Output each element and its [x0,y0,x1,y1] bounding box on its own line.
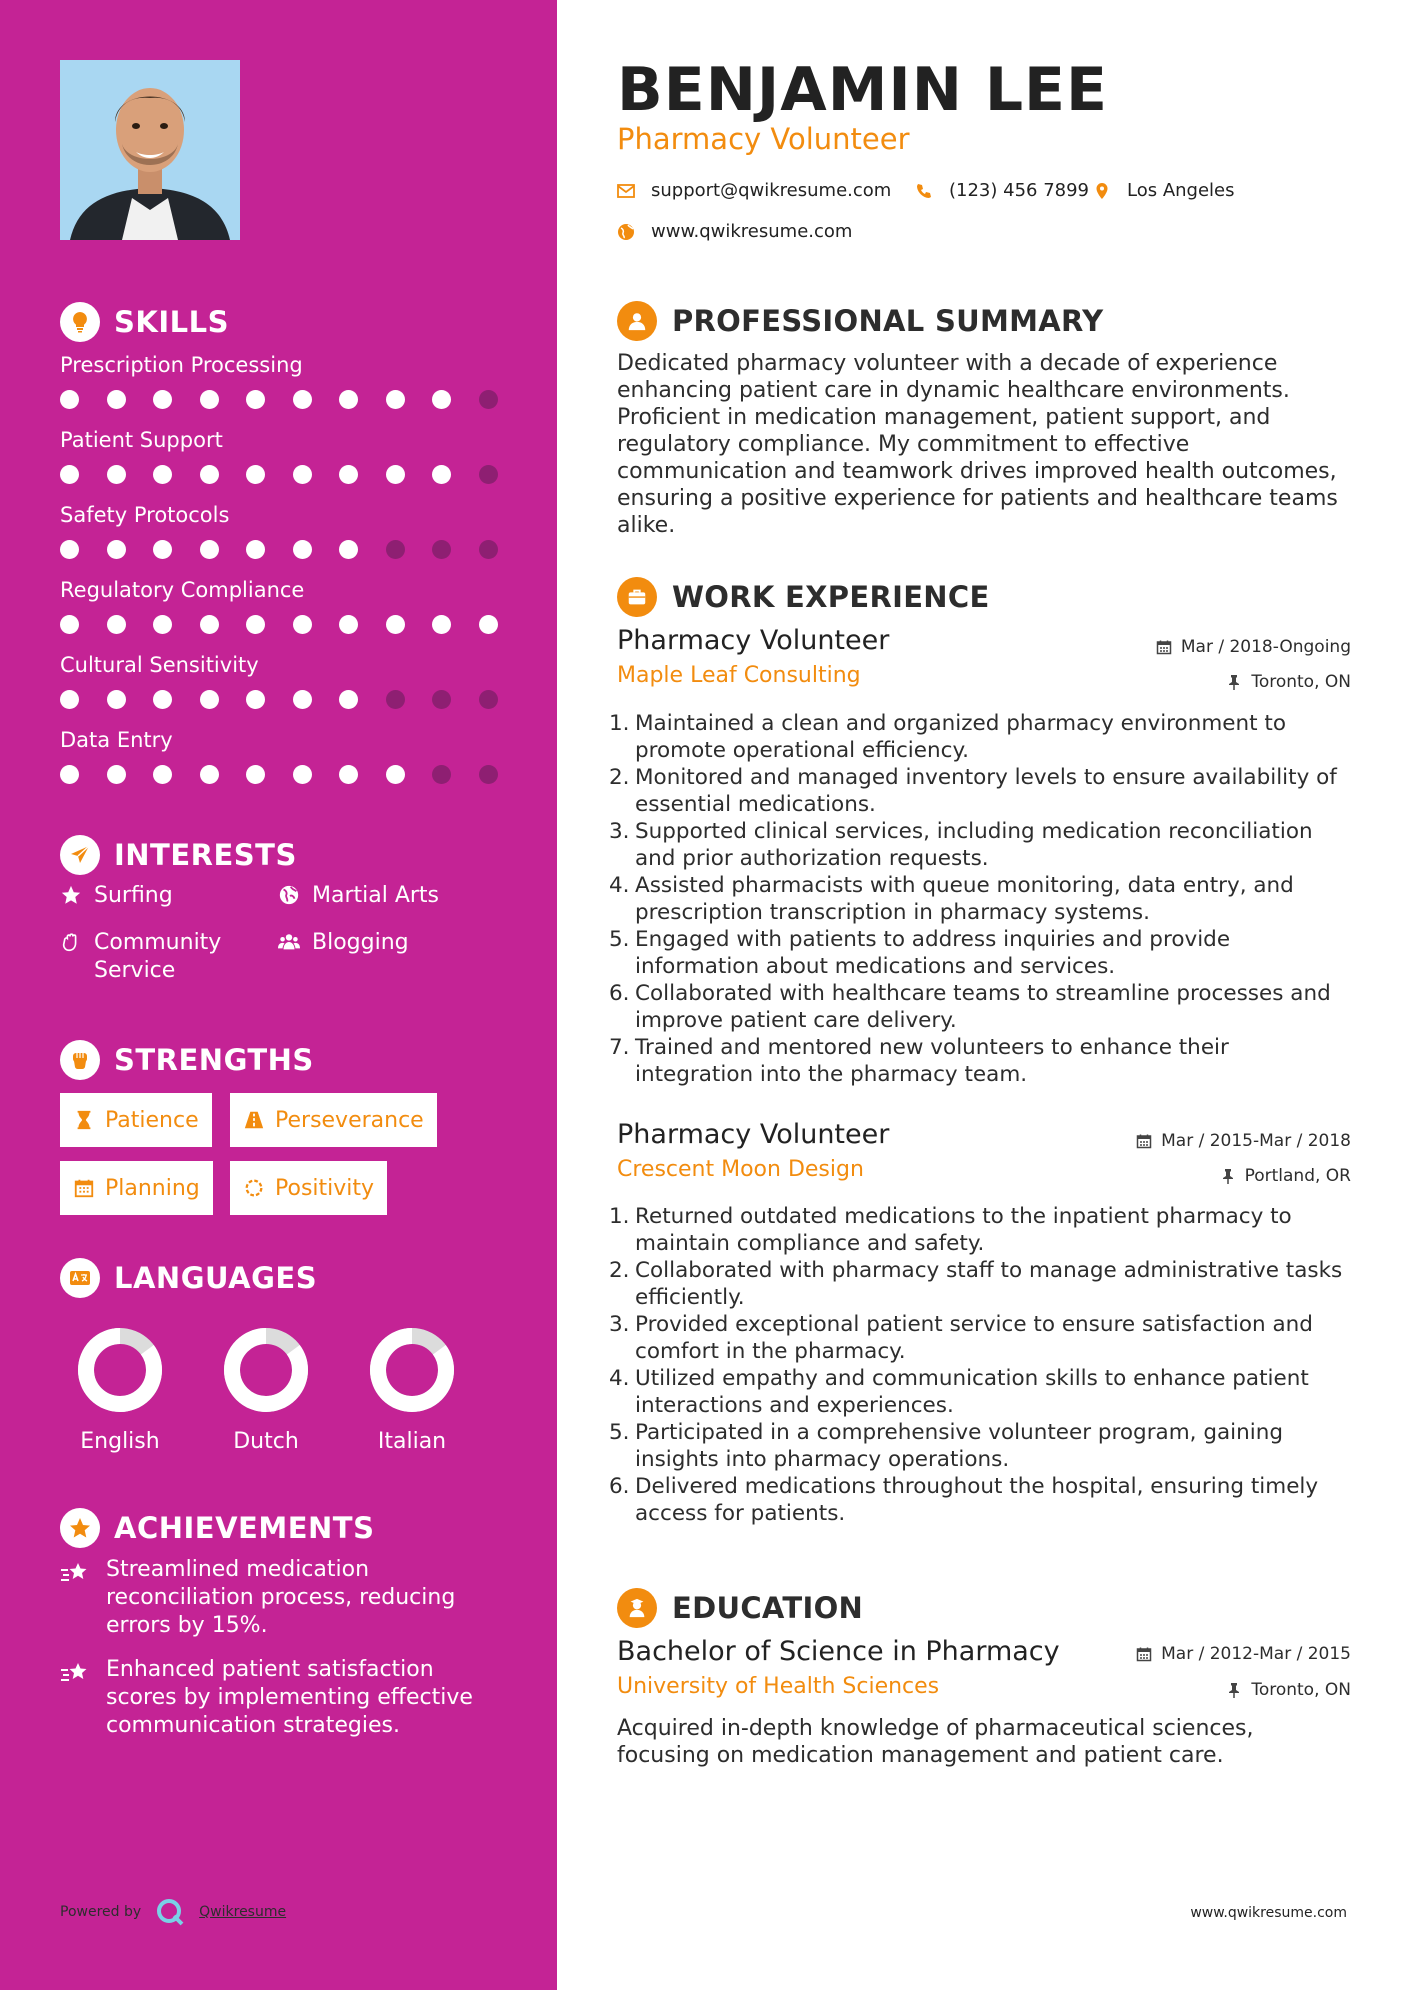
job-title: Pharmacy Volunteer [617,625,890,656]
skill-dot-filled [153,540,172,559]
skill-dot-empty [479,465,498,484]
languages-list [60,1322,500,1462]
strength-badge [60,1161,213,1215]
strengths-title: STRENGTHS [114,1043,314,1077]
website-text: www.qwikresume.com [651,221,853,242]
achievements-header [60,1508,374,1548]
school-name: University of Health Sciences [617,1674,940,1699]
contact-phone[interactable] [915,180,1089,201]
bullet-number: 2. [609,765,630,790]
skill-dot-filled [107,390,126,409]
bullet-text: Engaged with patients to address inquiries and provide information about medications and services. [635,927,1231,979]
education-description: Acquired in-depth knowledge of pharmaceutical sciences, focusing on medication management and patient care. [617,1716,1254,1768]
bullet-text: Delivered medications throughout the hospital, ensuring timely access for patients. [635,1474,1319,1526]
skill-dot-filled [200,390,219,409]
skill-item [60,425,500,500]
job-bullet [609,1365,1351,1419]
achievement-item [60,1556,486,1640]
language-item [60,1322,180,1454]
skill-dot-empty [432,540,451,559]
job-dates [1136,1131,1351,1151]
education-location-text: Toronto, ON [1251,1680,1351,1700]
skill-rating [60,465,500,485]
job-bullet [609,1257,1351,1311]
job-bullet [609,872,1351,926]
skill-dot-empty [432,690,451,709]
skill-dot-empty [479,390,498,409]
email-text: support@qwikresume.com [651,180,892,201]
skill-dot-filled [339,765,358,784]
skill-dot-empty [479,540,498,559]
skill-rating [60,390,500,410]
skill-dot-filled [293,465,312,484]
skill-dot-filled [293,615,312,634]
job-bullet [609,980,1351,1034]
skill-dot-filled [293,390,312,409]
main-content [557,0,1407,1990]
skill-dot-filled [339,690,358,709]
sidebar [0,0,557,1990]
strengths-header [60,1040,314,1080]
lightbulb-icon [60,302,100,342]
circle-notch-icon [243,1177,265,1199]
skill-name: Patient Support [60,428,223,452]
star-icon [60,884,82,906]
interest-label: Blogging [312,930,409,955]
education-dates-text: Mar / 2012-Mar / 2015 [1161,1644,1351,1664]
achievements-title: ACHIEVEMENTS [114,1511,375,1545]
calendar-icon [1136,1133,1152,1149]
summary-text: Dedicated pharmacy volunteer with a decade of experience enhancing patient care in dynamic healthcare environments. Proficient in medication management, patient support, and regulatory compliance. My commitment to effective communication and teamwork drives improved health outcomes, ensuring a positive experience for patients and healthcare teams alike. [617,351,1338,538]
bullet-text: Assisted pharmacists with queue monitoring, data entry, and prescription transcription in pharmacy systems. [635,873,1294,925]
skill-dot-filled [246,540,265,559]
strength-label: Perseverance [275,1107,424,1133]
achievement-text: Streamlined medication reconciliation process, reducing errors by 15%. [106,1557,456,1638]
candidate-name: BENJAMIN LEE [617,55,1109,125]
education-title: EDUCATION [672,1591,864,1625]
skill-dot-filled [246,390,265,409]
globe-icon [278,884,300,906]
skill-rating [60,615,500,635]
hourglass-icon [73,1109,95,1131]
skill-dot-filled [153,465,172,484]
skill-name: Cultural Sensitivity [60,653,259,677]
skill-item [60,725,500,800]
job-bullets [609,710,1351,1088]
skill-dot-filled [200,465,219,484]
user-icon [617,301,657,341]
bullet-text: Provided exceptional patient service to ensure satisfaction and comfort in the pharmacy. [635,1312,1313,1364]
strength-badge [60,1093,212,1147]
briefcase-icon [617,577,657,617]
job-company: Crescent Moon Design [617,1157,864,1182]
job-bullet [609,818,1351,872]
language-name: English [80,1429,160,1454]
interest-item [60,929,234,985]
phone-text: (123) 456 7899 [949,180,1090,201]
skill-rating [60,690,500,710]
bullet-text: Collaborated with healthcare teams to streamline processes and improve patient care delivery. [635,981,1331,1033]
job-bullet [609,1419,1351,1473]
job-bullet [609,764,1351,818]
profile-photo [60,60,240,240]
skill-dot-filled [60,390,79,409]
pin-icon [1226,674,1242,690]
strength-label: Planning [105,1175,200,1201]
skill-dot-filled [432,615,451,634]
job-location-text: Toronto, ON [1251,672,1351,692]
skill-item [60,350,500,425]
skill-dot-filled [107,465,126,484]
bullet-text: Maintained a clean and organized pharmacy environment to promote operational efficiency. [635,711,1286,763]
skill-dot-filled [386,615,405,634]
skills-header [60,302,229,342]
calendar-icon [1156,639,1172,655]
bullet-text: Collaborated with pharmacy staff to manage administrative tasks efficiently. [635,1258,1343,1310]
shooting-star-icon [60,1660,90,1686]
skill-dot-filled [432,390,451,409]
bullet-text: Returned outdated medications to the inpatient pharmacy to maintain compliance and safety. [635,1204,1292,1256]
skills-title: SKILLS [114,305,229,339]
powered-by [60,1897,286,1927]
language-ring [75,1325,165,1415]
bullet-text: Supported clinical services, including medication reconciliation and prior authorization requests. [635,819,1313,871]
language-item [206,1322,326,1454]
skill-dot-filled [107,540,126,559]
job-bullet [609,926,1351,980]
skill-dot-filled [293,765,312,784]
road-icon [243,1109,265,1131]
skill-name: Data Entry [60,728,173,752]
interests-title: INTERESTS [114,838,297,872]
language-name: Dutch [233,1429,299,1454]
qwikresume-link[interactable]: Qwikresume [199,1904,287,1920]
users-icon [278,931,300,953]
experience-header [617,577,990,617]
skill-name: Prescription Processing [60,353,303,377]
skill-dot-filled [153,615,172,634]
skill-dot-filled [386,465,405,484]
bullet-number: 6. [609,981,630,1006]
globe-icon [617,223,635,241]
languages-header [60,1258,317,1298]
education-dates [1136,1644,1351,1664]
skill-dot-filled [246,465,265,484]
job-dates [1156,637,1351,657]
job-location [1226,672,1351,692]
star-badge-icon [60,1508,100,1548]
skill-dot-filled [153,765,172,784]
bullet-number: 6. [609,1474,630,1499]
skill-dot-filled [200,765,219,784]
job-location-text: Portland, OR [1244,1166,1351,1186]
bullet-number: 7. [609,1035,630,1060]
skill-dot-filled [200,615,219,634]
paper-plane-icon [60,835,100,875]
map-marker-icon [1093,182,1111,200]
degree-title: Bachelor of Science in Pharmacy [617,1636,1060,1667]
language-name: Italian [377,1429,447,1454]
skill-dot-filled [60,465,79,484]
skill-dot-filled [153,690,172,709]
skill-dot-empty [479,765,498,784]
skill-dot-filled [60,690,79,709]
skill-dot-filled [107,615,126,634]
skill-dot-filled [339,390,358,409]
skill-dot-filled [60,540,79,559]
skill-dot-filled [200,690,219,709]
strength-badge [230,1093,437,1147]
interests-header [60,835,297,875]
skill-dot-empty [479,690,498,709]
bullet-number: 4. [609,873,630,898]
education-location [1226,1680,1351,1700]
skill-dot-filled [246,690,265,709]
hand-icon [60,931,82,953]
job-dates-text: Mar / 2018-Ongoing [1180,637,1351,657]
achievement-item [60,1656,486,1740]
skill-name: Regulatory Compliance [60,578,305,602]
bullet-text: Participated in a comprehensive volunteer program, gaining insights into pharmacy operations. [635,1420,1283,1472]
skill-dot-filled [432,465,451,484]
footer-url[interactable]: www.qwikresume.com [1190,1905,1347,1921]
contact-location [1093,180,1235,201]
skill-dot-filled [479,615,498,634]
languages-title: LANGUAGES [114,1261,318,1295]
bullet-number: 1. [609,711,630,736]
job-company: Maple Leaf Consulting [617,663,861,688]
bullet-text: Utilized empathy and communication skills to enhance patient interactions and experiences. [635,1366,1309,1418]
job-bullet [609,1473,1351,1527]
bullet-number: 4. [609,1366,630,1391]
skill-dot-filled [386,765,405,784]
language-ring [221,1325,311,1415]
skill-dot-filled [246,615,265,634]
strength-label: Positivity [275,1175,375,1201]
skill-dot-filled [60,765,79,784]
interest-item [278,929,409,957]
job-bullets [609,1203,1351,1527]
qwikresume-logo-icon [155,1897,185,1927]
calendar-icon [73,1177,95,1199]
envelope-icon [617,182,635,200]
interest-label: Martial Arts [312,883,440,908]
language-ring [367,1325,457,1415]
interest-item [278,882,439,910]
experience-title: WORK EXPERIENCE [672,580,990,614]
skill-dot-filled [339,615,358,634]
skill-dot-filled [153,390,172,409]
skill-item [60,575,500,650]
pin-icon [1226,1682,1242,1698]
summary-title: PROFESSIONAL SUMMARY [672,304,1104,338]
pin-icon [1220,1168,1236,1184]
language-item [352,1322,472,1454]
fist-icon [60,1040,100,1080]
contact-website[interactable] [617,221,852,242]
job-bullet [609,1034,1351,1088]
skill-dot-filled [107,690,126,709]
job-location [1220,1166,1351,1186]
skill-dot-filled [107,765,126,784]
skill-rating [60,540,500,560]
skill-dot-empty [432,765,451,784]
job-dates-text: Mar / 2015-Mar / 2018 [1161,1131,1351,1151]
candidate-role: Pharmacy Volunteer [617,122,910,156]
skill-dot-filled [293,540,312,559]
bullet-text: Monitored and managed inventory levels to ensure availability of essential medications. [635,765,1337,817]
skill-dot-empty [386,540,405,559]
job-title: Pharmacy Volunteer [617,1119,890,1150]
bullet-number: 5. [609,1420,630,1445]
graduate-icon [617,1588,657,1628]
bullet-number: 3. [609,1312,630,1337]
bullet-text: Trained and mentored new volunteers to enhance their integration into the pharmacy team. [635,1035,1229,1087]
achievement-text: Enhanced patient satisfaction scores by implementing effective communication strategies. [106,1657,473,1738]
summary-header [617,301,1103,341]
skill-dot-filled [60,615,79,634]
bullet-number: 2. [609,1258,630,1283]
interest-label: Surfing [94,883,173,908]
phone-icon [915,182,933,200]
powered-by-label: Powered by [60,1904,142,1920]
skill-dot-filled [386,390,405,409]
skill-rating [60,765,500,785]
shooting-star-icon [60,1560,90,1586]
job-bullet [609,1311,1351,1365]
skill-dot-empty [386,690,405,709]
strength-badge [230,1161,387,1215]
education-header [617,1588,863,1628]
job-bullet [609,710,1351,764]
skills-list [60,350,500,800]
skill-dot-filled [200,540,219,559]
skill-item [60,650,500,725]
contact-email[interactable] [617,180,891,201]
strength-label: Patience [105,1107,199,1133]
skill-dot-filled [339,465,358,484]
skill-dot-filled [293,690,312,709]
skill-dot-filled [246,765,265,784]
calendar-icon [1136,1646,1152,1662]
skill-name: Safety Protocols [60,503,230,527]
bullet-number: 5. [609,927,630,952]
skill-dot-filled [339,540,358,559]
language-icon [60,1258,100,1298]
bullet-number: 3. [609,819,630,844]
bullet-number: 1. [609,1204,630,1229]
interest-label: Community Service [94,930,222,983]
skill-item [60,500,500,575]
location-text: Los Angeles [1127,180,1235,201]
job-bullet [609,1203,1351,1257]
interest-item [60,882,173,910]
